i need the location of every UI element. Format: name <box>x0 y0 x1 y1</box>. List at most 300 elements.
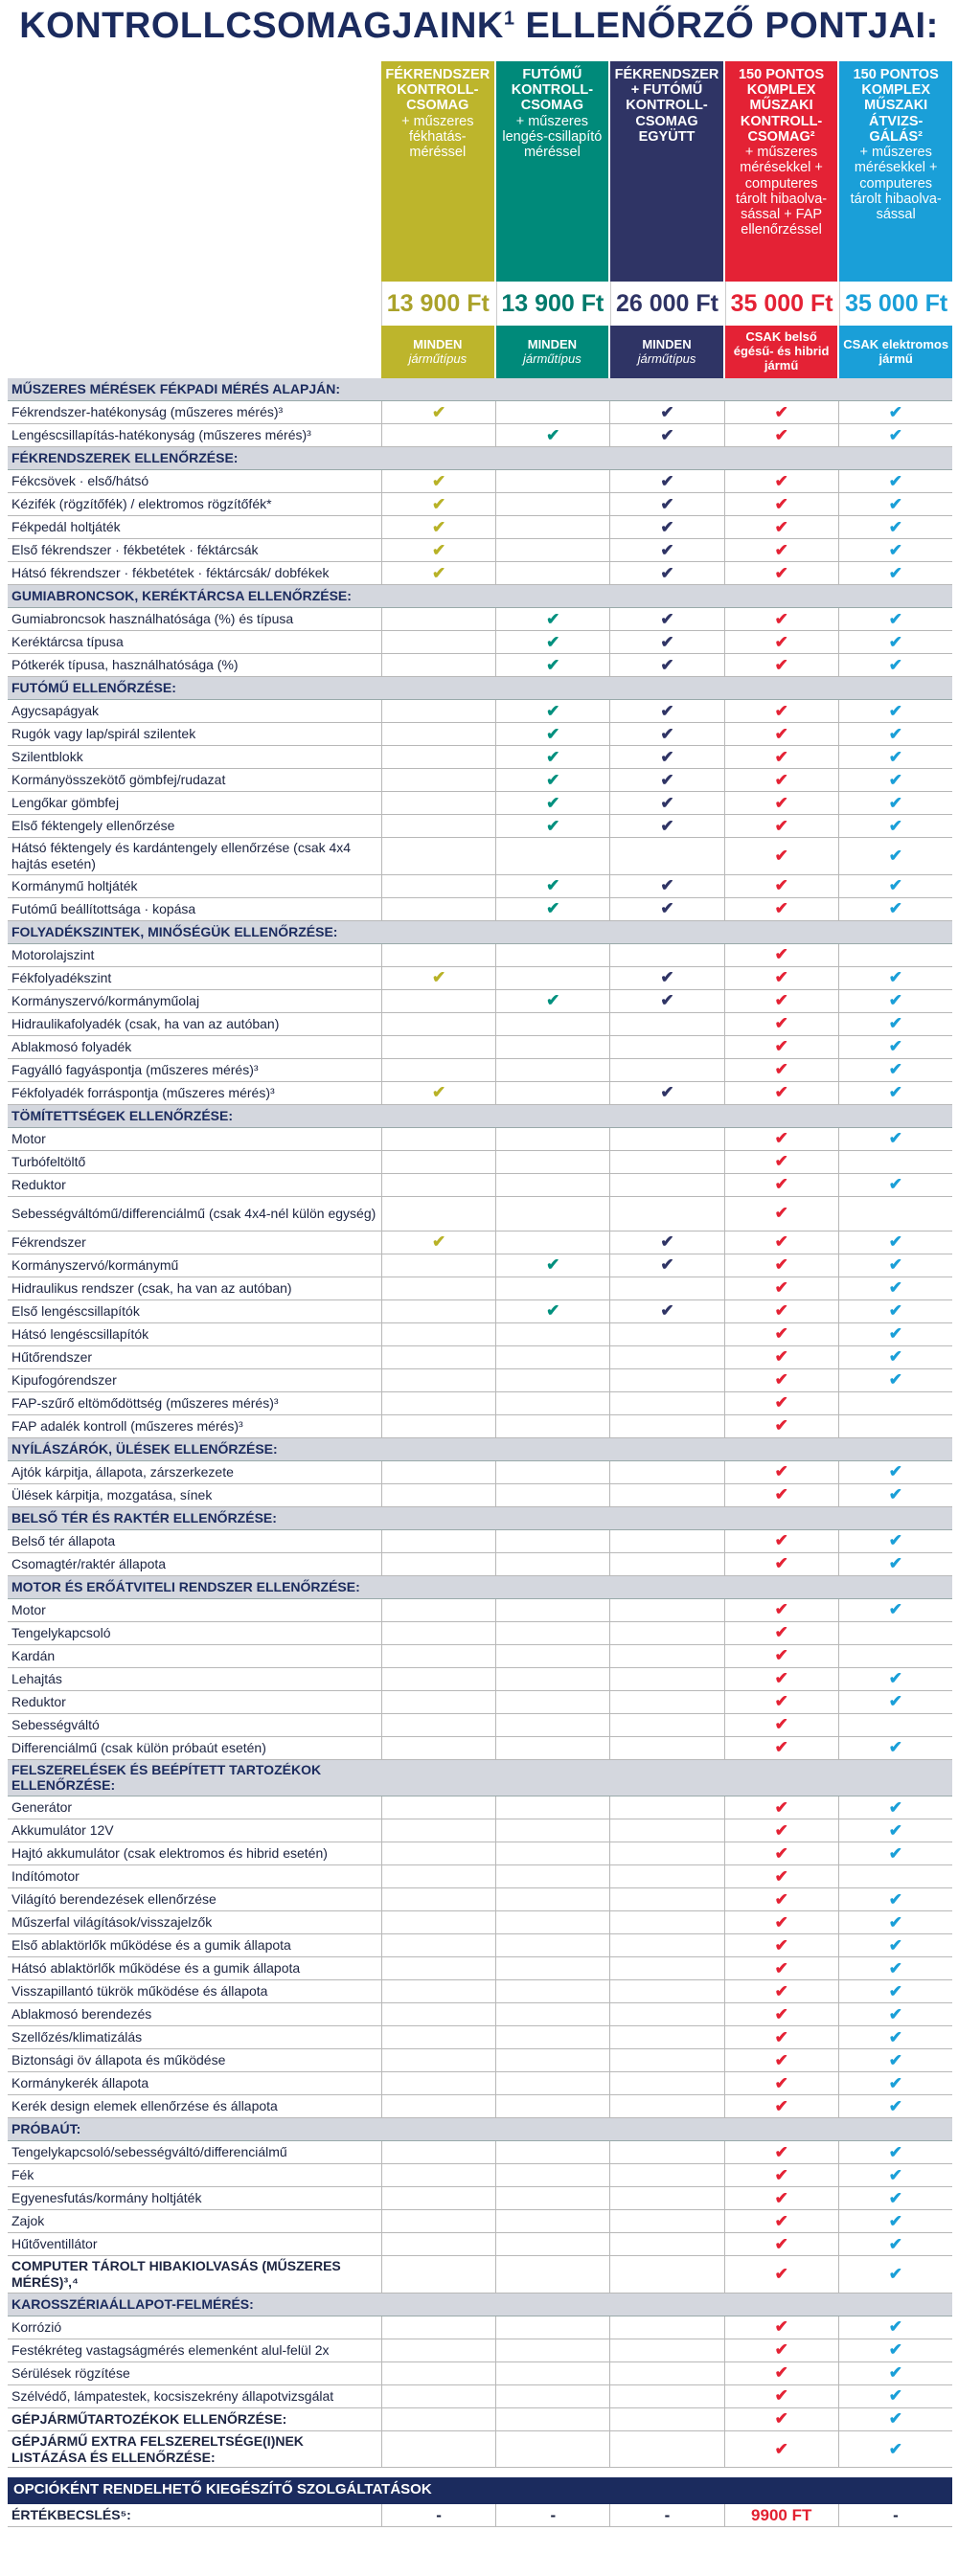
check-icon: ✔ <box>774 2234 788 2253</box>
row-label: Rugók vagy lap/spirál szilentek <box>11 726 196 742</box>
check-cell <box>495 990 609 1012</box>
check-icon: ✔ <box>660 1083 674 1102</box>
table-row <box>8 2072 952 2095</box>
check-cell <box>838 2141 952 2163</box>
check-icon: ✔ <box>660 991 674 1010</box>
check-cell <box>838 1530 952 1552</box>
table-row <box>8 470 952 493</box>
vehicle-sublabel: járműtípus <box>637 350 696 366</box>
check-icon: ✔ <box>431 1232 446 1252</box>
row-label: Sebességváltómű/differenciálmű (csak 4x4-nél külön egység) <box>11 1205 376 1221</box>
check-icon: ✔ <box>660 494 674 513</box>
table-row <box>8 2164 952 2187</box>
table-row <box>8 2003 952 2026</box>
check-icon: ✔ <box>774 1646 788 1665</box>
check-cell <box>495 1622 609 1644</box>
check-cell <box>381 2431 495 2468</box>
table-row <box>8 838 952 875</box>
check-icon: ✔ <box>546 724 560 743</box>
section-cell <box>381 1760 495 1796</box>
check-cell <box>838 1819 952 1842</box>
check-cell <box>609 1174 723 1196</box>
check-cell <box>495 967 609 989</box>
check-cell <box>495 1819 609 1842</box>
check-icon: ✔ <box>774 1981 788 2000</box>
row-label: Motorolajszint <box>11 946 95 962</box>
check-cell <box>609 1934 723 1956</box>
package-price: 13 900 Ft <box>496 282 609 326</box>
check-cell <box>495 2316 609 2339</box>
table-row <box>8 875 952 898</box>
check-cell <box>495 562 609 584</box>
check-cell <box>724 1957 838 1979</box>
check-cell <box>724 2233 838 2255</box>
check-icon: ✔ <box>774 1324 788 1344</box>
check-cell <box>381 2339 495 2361</box>
check-cell <box>495 1668 609 1690</box>
check-cell <box>495 2141 609 2163</box>
valuation-value: 9900 FT <box>724 2504 838 2526</box>
section-header <box>8 1507 952 1530</box>
check-icon: ✔ <box>774 1820 788 1840</box>
check-cell <box>724 944 838 966</box>
section-cell <box>381 585 495 607</box>
check-icon: ✔ <box>888 2096 903 2115</box>
check-cell <box>838 1277 952 1299</box>
check-icon: ✔ <box>774 968 788 987</box>
check-cell <box>609 516 723 538</box>
valuation-value: - <box>609 2504 723 2526</box>
check-cell <box>381 1934 495 1956</box>
check-icon: ✔ <box>888 1083 903 1102</box>
check-icon: ✔ <box>888 2165 903 2184</box>
table-row <box>8 539 952 562</box>
check-cell <box>495 792 609 814</box>
check-cell <box>381 875 495 897</box>
check-cell <box>724 2164 838 2186</box>
check-cell <box>495 1415 609 1437</box>
check-cell <box>495 2164 609 2186</box>
check-cell <box>724 1415 838 1437</box>
check-cell <box>609 1553 723 1575</box>
section-header <box>8 2294 952 2316</box>
check-cell <box>495 1865 609 1887</box>
check-cell <box>838 2431 952 2468</box>
table-row <box>8 1128 952 1151</box>
check-cell <box>495 746 609 768</box>
check-cell <box>838 1300 952 1322</box>
row-label: Első lengéscsillapítók <box>11 1302 140 1319</box>
table-row <box>8 2385 952 2408</box>
check-icon: ✔ <box>888 2386 903 2406</box>
check-icon: ✔ <box>888 1255 903 1275</box>
row-label: Belső tér állapota <box>11 1532 116 1548</box>
section-cell <box>381 1438 495 1460</box>
valuation-value: - <box>838 2504 952 2526</box>
check-icon: ✔ <box>774 1255 788 1275</box>
check-cell <box>609 2072 723 2094</box>
check-icon: ✔ <box>774 2409 788 2429</box>
check-cell <box>495 1059 609 1081</box>
check-cell <box>381 1645 495 1667</box>
table-row <box>8 1911 952 1934</box>
check-cell <box>609 2095 723 2117</box>
check-cell <box>609 2141 723 2163</box>
check-cell <box>838 1888 952 1910</box>
vehicle-label: MINDEN járműtípus <box>408 336 468 366</box>
table-row <box>8 1151 952 1174</box>
check-icon: ✔ <box>888 1738 903 1757</box>
check-cell <box>495 2256 609 2293</box>
check-cell <box>495 2408 609 2430</box>
package-vehicle-type <box>725 326 838 378</box>
check-cell <box>838 401 952 423</box>
check-cell <box>724 2026 838 2048</box>
check-cell <box>381 1691 495 1713</box>
section-cell <box>609 1438 723 1460</box>
table-row <box>8 898 952 921</box>
check-cell <box>381 2408 495 2430</box>
check-icon: ✔ <box>888 793 903 812</box>
check-cell <box>381 2164 495 2186</box>
check-cell <box>495 401 609 423</box>
check-cell <box>724 1737 838 1759</box>
check-cell <box>838 1415 952 1437</box>
section-cell <box>495 1438 609 1460</box>
check-cell <box>724 2362 838 2384</box>
section-cell <box>381 378 495 400</box>
check-cell <box>381 2385 495 2407</box>
check-cell <box>724 1842 838 1864</box>
check-cell <box>495 1645 609 1667</box>
section-cell <box>381 2118 495 2140</box>
check-cell <box>381 723 495 745</box>
check-icon: ✔ <box>774 1692 788 1711</box>
check-cell <box>495 470 609 492</box>
check-cell <box>609 1151 723 1173</box>
check-cell <box>724 1277 838 1299</box>
table-row <box>8 1691 952 1714</box>
optional-services-header: OPCIÓKÉNT RENDELHETŐ KIEGÉSZÍTŐ SZOLGÁLTATÁSOK <box>8 2477 952 2504</box>
table-row <box>8 1346 952 1369</box>
section-cell <box>609 1105 723 1127</box>
check-icon: ✔ <box>660 609 674 628</box>
row-label: Biztonsági öv állapota és működése <box>11 2052 226 2068</box>
table-row <box>8 944 952 967</box>
section-cell <box>495 677 609 699</box>
check-cell <box>838 723 952 745</box>
valuation-value: - <box>381 2504 495 2526</box>
check-icon: ✔ <box>888 1485 903 1504</box>
check-cell <box>381 1980 495 2002</box>
check-cell <box>609 424 723 446</box>
check-cell <box>495 2072 609 2094</box>
table-row <box>8 1668 952 1691</box>
table-row <box>8 1842 952 1865</box>
table-row <box>8 723 952 746</box>
table-row <box>8 2026 952 2049</box>
check-icon: ✔ <box>774 1462 788 1481</box>
row-label: Kipufogórendszer <box>11 1371 117 1388</box>
check-cell <box>609 838 723 874</box>
check-icon: ✔ <box>774 1347 788 1367</box>
check-cell <box>838 700 952 722</box>
check-cell <box>495 1036 609 1058</box>
check-cell <box>609 898 723 920</box>
check-icon: ✔ <box>774 1866 788 1886</box>
row-label: Futómű beállítottsága · kopása <box>11 900 196 916</box>
check-icon: ✔ <box>774 632 788 651</box>
check-icon: ✔ <box>888 655 903 674</box>
check-cell <box>609 2385 723 2407</box>
package-name <box>839 61 952 282</box>
section-cell <box>609 1507 723 1529</box>
package-column-3 <box>610 61 723 378</box>
section-cell <box>609 1576 723 1598</box>
check-cell <box>724 769 838 791</box>
check-cell <box>609 1911 723 1933</box>
check-cell <box>838 1934 952 1956</box>
row-label: Ülések kárpitja, mozgatása, sínek <box>11 1486 213 1503</box>
check-icon: ✔ <box>774 494 788 513</box>
row-label: Hátsó féktengely és kardántengely ellenőrzése (csak 4x4 hajtás esetén) <box>11 840 352 871</box>
row-label: Agycsapágyak <box>11 703 100 719</box>
check-cell <box>381 769 495 791</box>
check-icon: ✔ <box>888 747 903 766</box>
check-icon: ✔ <box>660 632 674 651</box>
row-label: Kormányösszekötő gömbfej/rudazat <box>11 772 226 788</box>
package-column-5 <box>839 61 952 378</box>
check-icon: ✔ <box>774 2340 788 2360</box>
check-cell <box>381 746 495 768</box>
check-cell <box>495 1714 609 1736</box>
check-cell <box>381 1865 495 1887</box>
check-cell <box>838 769 952 791</box>
check-cell <box>838 539 952 561</box>
check-icon: ✔ <box>888 1843 903 1863</box>
check-icon: ✔ <box>774 1912 788 1932</box>
section-cell <box>495 2294 609 2316</box>
row-label: Világító berendezések ellenőrzése <box>11 1891 217 1908</box>
check-cell <box>838 792 952 814</box>
check-cell <box>838 424 952 446</box>
check-icon: ✔ <box>431 968 446 987</box>
check-cell <box>724 875 838 897</box>
section-header <box>8 1438 952 1461</box>
check-cell <box>838 516 952 538</box>
row-label: Keréktárcsa típusa <box>11 634 124 650</box>
check-cell <box>724 723 838 745</box>
check-cell <box>724 1232 838 1254</box>
check-cell <box>609 608 723 630</box>
section-cell <box>381 677 495 699</box>
check-cell <box>838 1714 952 1736</box>
check-icon: ✔ <box>774 1843 788 1863</box>
section-cell <box>381 2294 495 2316</box>
section-cell <box>381 447 495 469</box>
section-cell <box>724 1105 838 1127</box>
check-cell <box>838 2408 952 2430</box>
check-cell <box>609 1197 723 1231</box>
check-cell <box>838 944 952 966</box>
check-cell <box>838 2003 952 2025</box>
row-label: COMPUTER TÁROLT HIBAKIOLVASÁS (MŰSZERES MÉRÉS)³,⁴ <box>11 2258 341 2290</box>
check-icon: ✔ <box>431 494 446 513</box>
check-cell <box>609 1484 723 1506</box>
check-cell <box>495 1346 609 1368</box>
check-cell <box>609 2233 723 2255</box>
check-icon: ✔ <box>888 1531 903 1550</box>
package-column-4 <box>725 61 838 378</box>
check-cell <box>495 1197 609 1231</box>
check-cell <box>724 1691 838 1713</box>
check-cell <box>609 654 723 676</box>
check-cell <box>838 1254 952 1277</box>
check-icon: ✔ <box>888 2363 903 2383</box>
check-cell <box>609 2003 723 2025</box>
check-cell <box>609 2339 723 2361</box>
row-label: Első féktengely ellenőrzése <box>11 818 175 834</box>
check-cell <box>609 1254 723 1277</box>
vehicle-label: MINDEN járműtípus <box>523 336 582 366</box>
check-cell <box>381 1197 495 1231</box>
table-row <box>8 654 952 677</box>
check-cell <box>495 1737 609 1759</box>
check-cell <box>838 1622 952 1644</box>
check-icon: ✔ <box>888 2211 903 2230</box>
check-icon: ✔ <box>774 876 788 895</box>
section-cell <box>381 921 495 943</box>
check-icon: ✔ <box>888 1347 903 1367</box>
check-cell <box>609 967 723 989</box>
check-cell <box>724 2316 838 2339</box>
package-name <box>496 61 609 282</box>
check-icon: ✔ <box>660 770 674 789</box>
table-row <box>8 1934 952 1957</box>
check-icon: ✔ <box>888 1324 903 1344</box>
table-row <box>8 401 952 424</box>
check-icon: ✔ <box>774 1600 788 1619</box>
check-cell <box>838 2233 952 2255</box>
check-icon: ✔ <box>660 402 674 421</box>
row-label: GÉPJÁRMŰ EXTRA FELSZERELTSÉGE(I)NEK LISTÁZÁSA ÉS ELLENŐRZÉSE: <box>11 2432 304 2465</box>
check-cell <box>838 1865 952 1887</box>
check-icon: ✔ <box>546 1255 560 1275</box>
row-label: Gumiabroncsok használhatósága (%) és típusa <box>11 611 294 627</box>
check-cell <box>724 1934 838 1956</box>
row-label: Lehajtás <box>11 1670 62 1686</box>
check-cell <box>609 1277 723 1299</box>
check-cell <box>838 1599 952 1621</box>
section-cell <box>724 921 838 943</box>
check-cell <box>838 838 952 874</box>
row-label: Fékfolyadék forráspontja (műszeres mérés)³ <box>11 1084 275 1100</box>
table-row <box>8 2408 952 2431</box>
check-cell <box>838 1842 952 1864</box>
check-cell <box>495 1254 609 1277</box>
check-icon: ✔ <box>774 701 788 720</box>
check-cell <box>381 2049 495 2071</box>
check-cell <box>495 1934 609 1956</box>
check-cell <box>609 2026 723 2048</box>
section-cell <box>495 447 609 469</box>
check-icon: ✔ <box>774 945 788 964</box>
row-label: Lengéscsillapítás-hatékonyság (műszeres mérés)³ <box>11 427 311 443</box>
check-icon: ✔ <box>888 1037 903 1056</box>
check-icon: ✔ <box>888 2317 903 2337</box>
check-cell <box>495 1461 609 1483</box>
check-cell <box>495 769 609 791</box>
check-cell <box>838 990 952 1012</box>
check-cell <box>495 2095 609 2117</box>
check-cell <box>495 723 609 745</box>
check-cell <box>495 1796 609 1819</box>
section-cell <box>838 1760 952 1796</box>
row-label: Egyenesfutás/kormány holtjáték <box>11 2190 202 2206</box>
check-cell <box>381 2072 495 2094</box>
check-cell <box>838 1346 952 1368</box>
row-label: Ajtók kárpitja, állapota, zárszerkezete <box>11 1463 234 1480</box>
check-icon: ✔ <box>774 846 788 865</box>
row-label: Hűtőrendszer <box>11 1348 93 1365</box>
table-row <box>8 1369 952 1392</box>
check-icon: ✔ <box>774 2264 788 2283</box>
check-icon: ✔ <box>888 701 903 720</box>
check-cell <box>609 1323 723 1345</box>
package-price: 35 000 Ft <box>725 282 838 326</box>
check-icon: ✔ <box>774 2363 788 2383</box>
check-cell <box>495 700 609 722</box>
table-row <box>8 1461 952 1484</box>
check-cell <box>495 1888 609 1910</box>
check-icon: ✔ <box>660 876 674 895</box>
section-cell <box>838 2118 952 2140</box>
check-cell <box>724 1530 838 1552</box>
package-subtitle: + műszeres mérésekkel + computeres tárolt hibaolva-sással + FAP ellenőrzéssel <box>736 145 828 238</box>
check-icon: ✔ <box>888 1820 903 1840</box>
check-icon: ✔ <box>888 471 903 490</box>
check-cell <box>838 1082 952 1104</box>
check-icon: ✔ <box>774 1738 788 1757</box>
check-icon: ✔ <box>774 2439 788 2458</box>
check-cell <box>724 2210 838 2232</box>
check-icon: ✔ <box>888 2188 903 2207</box>
check-cell <box>495 2210 609 2232</box>
row-label: Tengelykapcsoló <box>11 1624 111 1640</box>
check-cell <box>495 2026 609 2048</box>
check-cell <box>381 1174 495 1196</box>
row-label: Kormányszervó/kormányműolaj <box>11 992 200 1008</box>
check-icon: ✔ <box>774 1797 788 1817</box>
check-cell <box>609 1691 723 1713</box>
check-icon: ✔ <box>431 1083 446 1102</box>
check-icon: ✔ <box>431 402 446 421</box>
row-label: Kormánykerék állapota <box>11 2075 149 2091</box>
check-icon: ✔ <box>888 1981 903 2000</box>
check-cell <box>724 1668 838 1690</box>
check-cell <box>609 1819 723 1842</box>
valuation-row <box>8 2504 952 2527</box>
table-row <box>8 1865 952 1888</box>
check-icon: ✔ <box>660 655 674 674</box>
check-cell <box>609 493 723 515</box>
check-cell <box>838 493 952 515</box>
section-cell <box>495 1105 609 1127</box>
check-cell <box>609 875 723 897</box>
check-cell <box>724 1369 838 1391</box>
check-icon: ✔ <box>888 816 903 835</box>
check-cell <box>724 516 838 538</box>
